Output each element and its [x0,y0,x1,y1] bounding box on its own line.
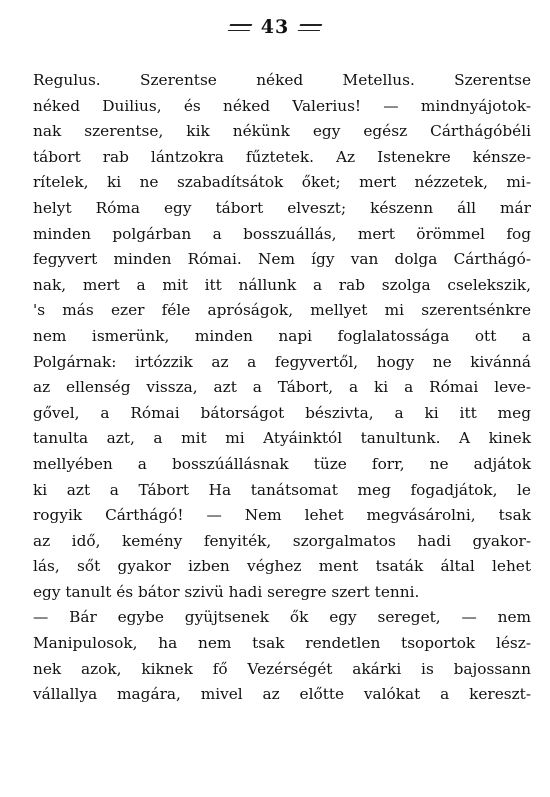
right-ornament-icon [298,24,323,31]
text-line: minden polgárban a bosszuállás, mert örömmel fog [33,224,531,243]
text-line: — Bár egybe gyüjtsenek ők egy sereget, — nem [33,608,531,627]
text-line: nem ismerünk, minden napi foglalatossága ott a [33,326,531,345]
page-number: 43 [260,16,290,38]
left-ornament-icon [227,24,252,31]
text-line: Polgárnak: irtózzik az a fegyvertől, hogy ne kivánná [33,352,531,371]
text-line: néked Duilius, és néked Valerius! — mindnyájotok- [33,96,531,115]
text-line: az idő, kemény fenyiték, szorgalmatos hadi gyakor- [33,531,531,550]
text-line: nek azok, kiknek fő Vezérségét akárki is bajossann [33,659,531,678]
text-line: nak, mert a mit itt nállunk a rab szolga cselekszik, [33,275,531,294]
text-line: rogyik Cárthágó! — Nem lehet megvásárolni, tsak [33,506,531,525]
text-line: vállallya magára, mivel az előtte valókat a kereszt- [33,685,531,704]
text-line: helyt Róma egy tábort elveszt; készenn áll már [33,198,531,217]
page-header [0,14,550,40]
text-line: Manipulosok, ha nem tsak rendetlen tsoportok lész- [33,634,531,653]
text-line: rítelek, ki ne szabadítsátok őket; mert nézzetek, mi- [33,173,531,192]
body-text [33,68,531,708]
text-line: fegyvert minden Római. Nem így van dolga Cárthágó- [33,250,531,269]
text-line: 's más ezer féle apróságok, mellyet mi szerentsénkre [33,301,531,320]
text-line: mellyében a bosszúállásnak tüze forr, ne adjátok [33,454,531,473]
text-line: Regulus. Szerentse néked Metellus. Szerentse [33,71,531,89]
text-line: egy tanult és bátor szivü hadi seregre szert tenni. [33,582,420,601]
text-line: tanulta azt, a mit mi Atyáinktól tanultunk. A kinek [33,429,531,448]
text-line: gővel, a Római bátorságot bészivta, a ki itt meg [33,403,531,422]
text-line: tábort rab lántzokra fűztetek. Az Istenekre kénsze- [33,147,531,166]
text-line: lás, sőt gyakor izben véghez ment tsaták által lehet [33,557,531,576]
text-line: nak szerentse, kik nékünk egy egész Cárthágóbéli [33,122,531,141]
text-line: ki azt a Tábort Ha tanátsomat meg fogadjátok, le [33,480,531,499]
text-line: az ellenség vissza, azt a Tábort, a ki a Római leve- [33,378,531,397]
